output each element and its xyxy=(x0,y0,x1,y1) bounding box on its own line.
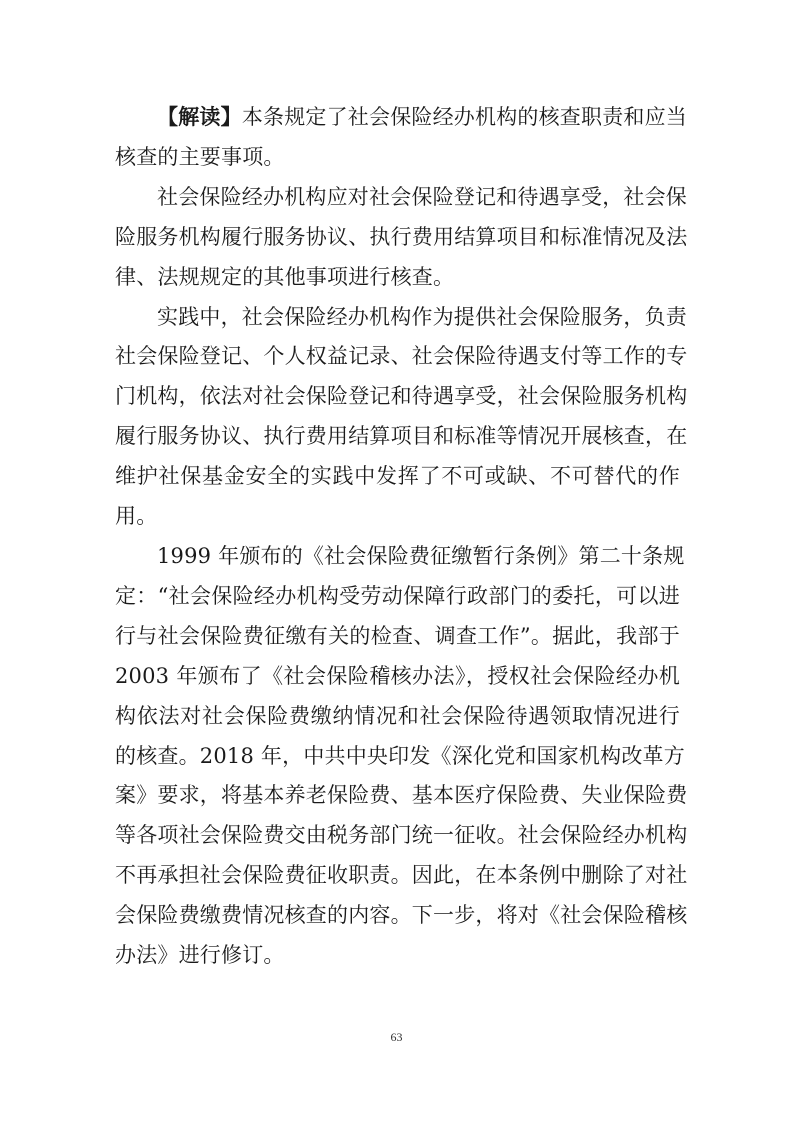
paragraph-line: 定：“社会保险经办机构受劳动保障行政部门的委托，可以进 xyxy=(115,583,680,608)
paragraph-line: 用。 xyxy=(115,504,158,529)
interpretation-label: 【解读】 xyxy=(157,104,242,129)
page-number: 63 xyxy=(390,1030,403,1044)
paragraph-line: 不再承担社会保险费征收职责。因此，在本条例中删除了对社 xyxy=(115,863,688,888)
paragraph-line: 案》要求，将基本养老保险费、基本医疗保险费、失业保险费 xyxy=(115,783,688,808)
paragraph-line: 的核查。2018 年，中共中央印发《深化党和国家机构改革方 xyxy=(115,743,685,768)
document-body xyxy=(115,97,688,976)
paragraph-history xyxy=(115,537,688,976)
paragraph-duties xyxy=(115,178,688,298)
paragraph-line: 行与社会保险费征缴有关的检查、调查工作”。据此，我部于 xyxy=(115,623,680,648)
paragraph-line: 2003 年颁布了《社会保险稽核办法》，授权社会保险经办机 xyxy=(115,663,680,688)
paragraph-practice xyxy=(115,298,688,537)
paragraph-line: 社会保险登记、个人权益记录、社会保险待遇支付等工作的专 xyxy=(115,344,688,369)
paragraph-line: 律、法规规定的其他事项进行核查。 xyxy=(115,264,455,289)
paragraph-line: 门机构，依法对社会保险登记和待遇享受，社会保险服务机构 xyxy=(115,384,688,409)
paragraph-line: 维护社保基金安全的实践中发挥了不可或缺、不可替代的作 xyxy=(115,464,680,489)
paragraph-line: 险服务机构履行服务协议、执行费用结算项目和标准情况及法 xyxy=(115,224,688,249)
paragraph-line-text: 本条规定了社会保险经办机构的核查职责和应当 xyxy=(241,105,688,129)
paragraph-interpretation xyxy=(115,97,688,178)
paragraph-line: 等各项社会保险费交由税务部门统一征收。社会保险经办机构 xyxy=(115,823,688,848)
paragraph-line: 实践中，社会保险经办机构作为提供社会保险服务，负责 xyxy=(157,304,687,329)
paragraph-line: 办法》进行修订。 xyxy=(115,943,285,968)
paragraph-line: 构依法对社会保险费缴纳情况和社会保险待遇领取情况进行 xyxy=(115,703,680,728)
paragraph-line: 核查的主要事项。 xyxy=(115,144,285,169)
paragraph-line: 会保险费缴费情况核查的内容。下一步，将对《社会保险稽核 xyxy=(115,903,688,928)
paragraph-line: 社会保险经办机构应对社会保险登记和待遇享受，社会保 xyxy=(157,184,687,209)
paragraph-line xyxy=(115,97,688,138)
paragraph-line: 1999 年颁布的《社会保险费征缴暂行条例》第二十条规 xyxy=(157,543,685,568)
paragraph-line: 履行服务协议、执行费用结算项目和标准等情况开展核查，在 xyxy=(115,424,688,449)
